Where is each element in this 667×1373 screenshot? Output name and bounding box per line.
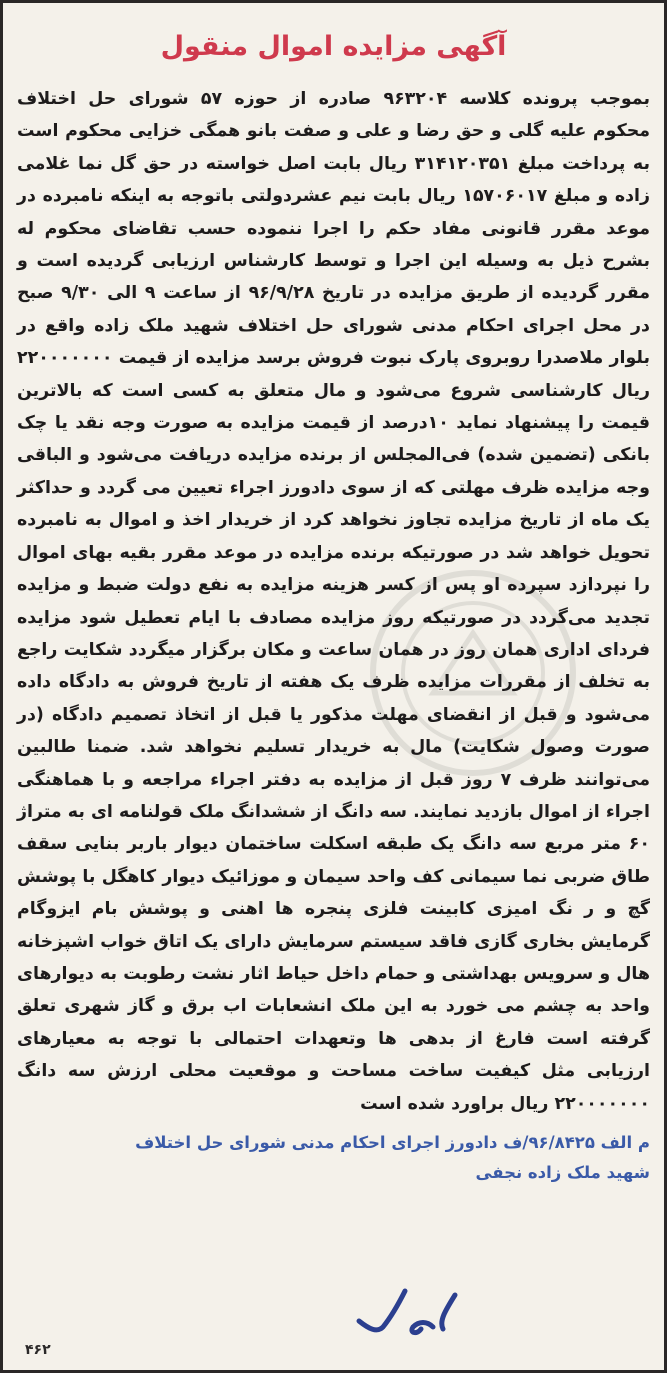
page-number: ۴۶۲ [25, 1342, 51, 1358]
notice-body: بموجب پرونده کلاسه ۹۶۳۲۰۴ صادره از حوزه ۵۷ شورای حل اختلاف محکوم علیه گلی و حق رضا و علی و صفت بانو همگی خزایی محکوم است به پرداخت مبلغ ۳۱۴۱۲۰۳۵۱ ریال بابت اصل خواسته در حق گل نما غلامی زاده و مبلغ ۱۵۷۰۶۰۱۷ ریال بابت نیم عشردولتی باتوجه به اینکه نامبرده در موعد مقرر قانونی مفاد حکم را اجرا ننموده حسب تقاضای محکوم له بشرح ذیل به وسیله این اجرا و توسط کارشناس ارزیابی گردیده است و مقرر گردیده از طریق مزایده در تاریخ ۹۶/۹/۲۸ از ساعت ۹ الی ۹/۳۰ صبح در محل اجرای احکام مدنی شورای حل اختلاف شهید ملک زاده واقع در بلوار ملاصدرا روبروی پارک نبوت فروش برسد مزایده از قیمت ۲۲۰۰۰۰۰۰۰ ریال کارشناسی شروع می‌شود و مال متعلق به کسی است که بالاترین قیمت را پیشنهاد نماید ۱۰درصد از قیمت مزایده به صورت وجه نقد یا چک بانکی (تضمین شده) فی‌المجلس از برنده مزایده دریافت می‌شود و الباقی وجه مزایده ظرف مهلتی که از سوی دادورز اجراء تعیین می گردد و حداکثر یک ماه از تاریخ مزایده تجاوز نخواهد کرد از خریدار اخذ و اموال به نامبرده تحویل خواهد شد در صورتیکه برنده مزایده در موعد مقرر بقیه بهای اموال را نپردازد سپرده او پس از کسر هزینه مزایده به نفع دولت ضبط و مزایده تجدید می‌گردد در صورتیکه روز مزایده مصادف با ایام تعطیل شود مزایده فردای اداری همان روز در همان ساعت و مکان برگزار میگردد شکایت راجع به تخلف از مقررات مزایده ظرف یک هفته از تاریخ فروش به دادگاه داده می‌شود و قبل از انقضای مهلت مذکور یا قبل از اتخاذ تصمیم دادگاه (در صورت وصول شکایت) مال به خریدار تسلیم نخواهد شد. ضمنا طالبین می‌توانند ظرف ۷ روز قبل از مزایده به دفتر اجراء مراجعه و با هماهنگی اجراء از اموال بازدید نمایند. سه دانگ از ششدانگ ملک قولنامه ای به متراژ ۶۰ متر مربع سه دانگ یک طبقه اسکلت ساختمان دیوار باربر بنایی سقف طاق ضربی نما سیمانی کف واحد سیمان و موزائیک دیوار کاهگل با پوشش گچ و ر نگ امیزی کابینت فلزی پنجره ها اهنی و پوشش بام ایزوگام گرمایش بخاری گازی فاقد سیستم سرمایش دارای یک اتاق خواب اشپزخانه هال و سرویس بهداشتی و حمام داخل حیاط اثار نشت رطوبت به دیوارهای واحد به چشم می خورد به این ملک انشعابات اب برق و گاز شهری تعلق گرفته است فارغ از بدهی ها وتعهدات احتمالی با توجه به معیارهای ارزیابی مثل کیفیت ساخت مساحت و موقعیت محلی ارزش سه دانگ ۲۲۰۰۰۰۰۰۰ ریال براورد شده است [17, 89, 651, 1114]
notice-title: آگهی مزایده اموال منقول [160, 31, 507, 62]
signature-line-1: م الف ۹۶/۸۴۲۵/ف دادورز اجرای احکام مدنی شورای حل اختلاف [135, 1133, 650, 1152]
signature-line-2: شهید ملک زاده نجفی [475, 1163, 650, 1182]
handwritten-signature-icon [347, 1281, 467, 1339]
notice-signature [17, 1128, 650, 1188]
